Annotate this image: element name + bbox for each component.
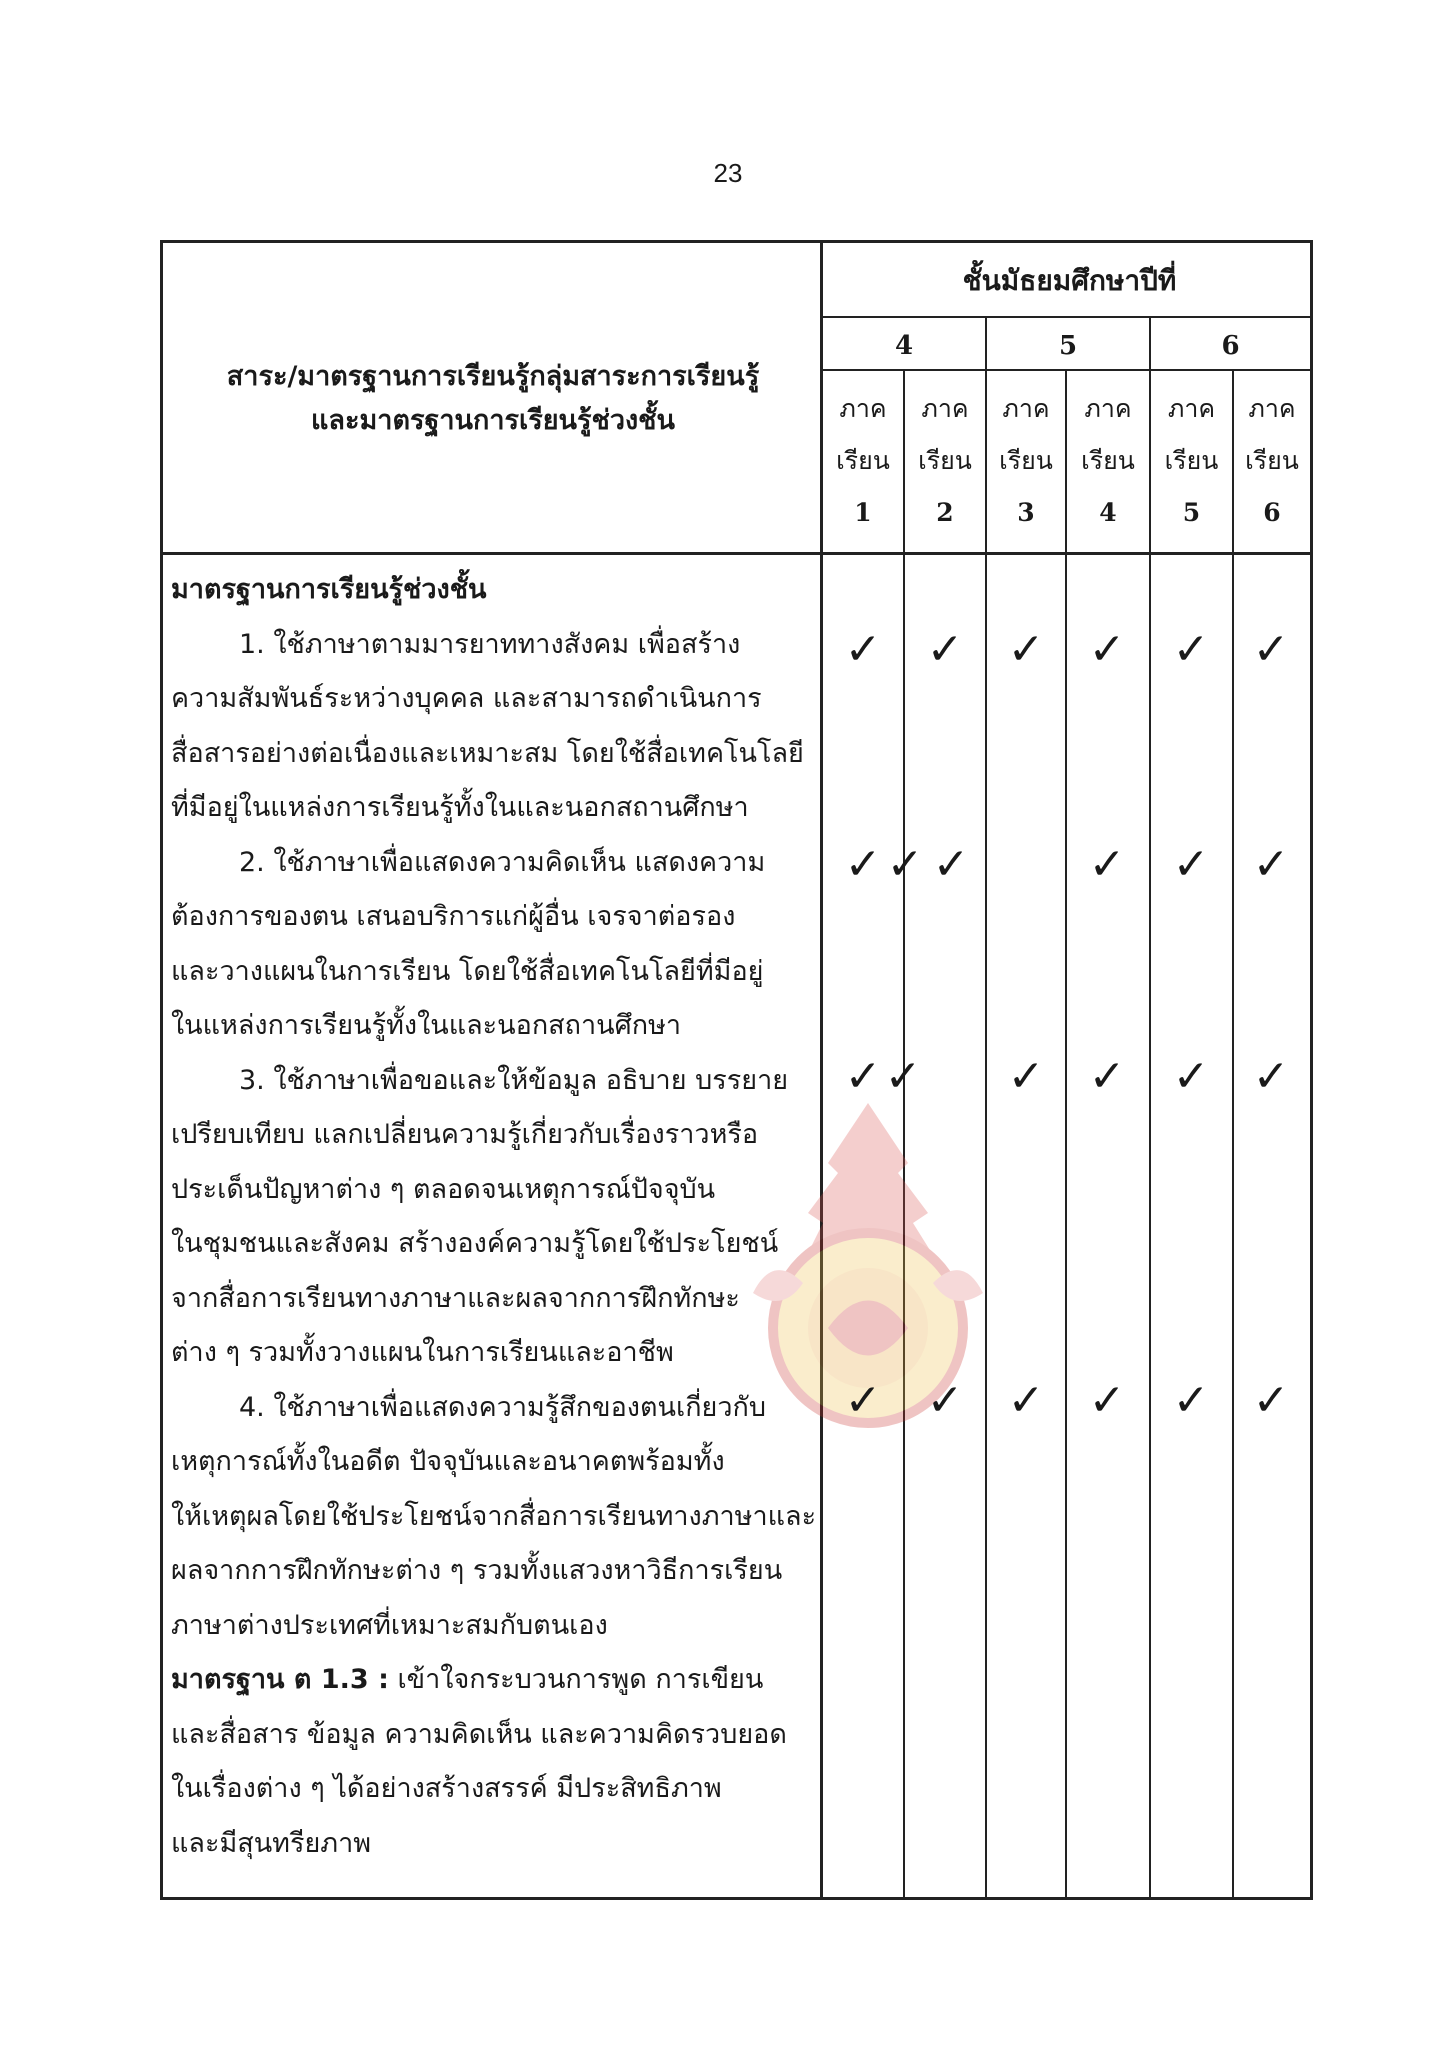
item-3-line: จากสื่อการเรียนทางภาษาและผลจากการฝึกทักษะ — [171, 1282, 740, 1314]
check-mark-icon: ✓ — [1252, 1051, 1290, 1102]
item-4-line: ผลจากการฝึกทักษะต่าง ๆ รวมทั้งแสวงหาวิธีการเรียน — [171, 1555, 783, 1586]
check-mark-icon: ✓ — [1252, 624, 1290, 675]
term-number: 2 — [936, 498, 954, 527]
check-mark-icon: ✓ — [1088, 624, 1126, 675]
check-mark-icon: ✓ — [884, 1051, 922, 1102]
item-2-line: ในแหล่งการเรียนรู้ทั้งในและนอกสถานศึกษา — [171, 1010, 682, 1041]
table-header-title — [163, 243, 823, 555]
item-1-line: ที่มีอยู่ในแหล่งการเรียนรู้ทั้งในและนอกสถานศึกษา — [171, 792, 749, 823]
item-1-line: ความสัมพันธ์ระหว่างบุคคล และสามารถดำเนินการ — [171, 683, 762, 714]
item-1-line: 1. ใช้ภาษาตามมารยาททางสังคม เพื่อสร้าง — [239, 628, 741, 660]
item-3-line: 3. ใช้ภาษาเพื่อขอและให้ข้อมูล อธิบาย บรรยาย — [239, 1064, 789, 1096]
term-number: 3 — [1017, 498, 1035, 527]
check-mark-icon: ✓ — [844, 624, 882, 675]
term-number: 4 — [1099, 498, 1117, 527]
item-3-line: เปรียบเทียบ แลกเปลี่ยนความรู้เกี่ยวกับเรื่องราวหรือ — [171, 1119, 759, 1150]
term-label: ภาค — [921, 394, 969, 423]
item-2-line: ต้องการของตน เสนอบริการแก่ผู้อื่น เจรจาต่อรอง — [171, 901, 736, 932]
item-1-line: สื่อสารอย่างต่อเนื่องและเหมาะสม โดยใช้สื่อเทคโนโลยี — [171, 737, 804, 769]
check-mark-icon: ✓ — [926, 624, 964, 675]
item-3-line: ประเด็นปัญหาต่าง ๆ ตลอดจนเหตุการณ์ปัจจุบัน — [171, 1173, 716, 1205]
item-2-line: 2. ใช้ภาษาเพื่อแสดงความคิดเห็น แสดงความ — [239, 846, 766, 878]
section-heading: มาตรฐานการเรียนรู้ช่วงชั้น — [171, 574, 487, 605]
curriculum-table — [160, 240, 1313, 1900]
check-mark-icon: ✓ — [1088, 839, 1126, 890]
term-label: เรียน — [918, 446, 972, 475]
term-number: 1 — [854, 498, 872, 527]
item-4-line: 4. ใช้ภาษาเพื่อแสดงความรู้สึกของตนเกี่ยวกับ — [239, 1391, 767, 1423]
standard-label: มาตรฐาน ต 1.3 : — [171, 1664, 389, 1695]
standard-line: และสื่อสาร ข้อมูล ความคิดเห็น และความคิดรวบยอด — [171, 1718, 787, 1750]
term-header-3 — [987, 373, 1065, 553]
term-label: ภาค — [1167, 394, 1216, 423]
term-label: เรียน — [836, 446, 890, 475]
check-mark-icon: ✓ — [1172, 1051, 1210, 1102]
standards-text — [171, 563, 816, 1871]
year-5-header: 5 — [1058, 331, 1078, 361]
check-mark-icon: ✓ — [1172, 839, 1210, 890]
page-number: 23 — [713, 158, 743, 188]
term-number: 5 — [1182, 498, 1201, 527]
term-label: ภาค — [1084, 394, 1132, 423]
year-6-header: 6 — [1221, 331, 1240, 361]
term-header-2 — [905, 373, 985, 553]
check-mark-icon: ✓ — [1007, 1375, 1045, 1426]
check-mark-icon: ✓ — [844, 1375, 882, 1426]
check-mark-icon: ✓ — [1252, 839, 1290, 890]
term-label: เรียน — [999, 446, 1053, 475]
item-4-line: ให้เหตุผลโดยใช้ประโยชน์จากสื่อการเรียนทางภาษาและ — [171, 1500, 817, 1532]
check-mark-icon: ✓ — [1088, 1051, 1126, 1102]
item-4-line: เหตุการณ์ทั้งในอดีต ปัจจุบันและอนาคตพร้อมทั้ง — [171, 1446, 725, 1477]
term-label: ภาค — [839, 394, 887, 423]
item-4-line: ภาษาต่างประเทศที่เหมาะสมกับตนเอง — [171, 1609, 608, 1641]
term-header-6 — [1234, 373, 1310, 553]
standard-text: เข้าใจกระบวนการพูด การเขียน — [388, 1664, 764, 1695]
item-3-line: ต่าง ๆ รวมทั้งวางแผนในการเรียนและอาชีพ — [171, 1337, 674, 1368]
year-4-header: 4 — [894, 331, 914, 361]
term-header-4 — [1067, 373, 1149, 553]
standard-line: และมีสุนทรียภาพ — [171, 1827, 372, 1859]
term-label: ภาค — [1002, 394, 1050, 423]
term-label: เรียน — [1081, 446, 1135, 475]
standard-line: ในเรื่องต่าง ๆ ได้อย่างสร้างสรรค์ มีประสิทธิภาพ — [171, 1773, 722, 1804]
term-header-1 — [823, 373, 903, 553]
check-mark-icon: ✓ — [932, 839, 970, 890]
grade-level-header: ชั้นมัธยมศึกษาปีที่ — [962, 264, 1177, 297]
term-header-5 — [1151, 373, 1232, 553]
check-mark-icon: ✓ — [844, 839, 882, 890]
check-mark-icon: ✓ — [1172, 624, 1210, 675]
item-3-line: ในชุมชนและสังคม สร้างองค์ความรู้โดยใช้ประโยชน์ — [171, 1228, 779, 1259]
check-mark-icon: ✓ — [1172, 1375, 1210, 1426]
item-2-line: และวางแผนในการเรียน โดยใช้สื่อเทคโนโลยีที่มีอยู่ — [171, 955, 764, 987]
check-mark-icon: ✓ — [1252, 1375, 1290, 1426]
header-title-line-1: สาระ/มาตรฐานการเรียนรู้กลุ่มสาระการเรียนรู้ — [226, 361, 760, 392]
standard-line — [171, 1653, 816, 1708]
term-label: เรียน — [1164, 446, 1219, 475]
check-mark-icon: ✓ — [1088, 1375, 1126, 1426]
check-mark-icon: ✓ — [886, 839, 924, 890]
check-mark-icon: ✓ — [1007, 1051, 1045, 1102]
term-number: 6 — [1263, 498, 1281, 527]
term-label: ภาค — [1248, 394, 1296, 423]
check-mark-icon: ✓ — [926, 1375, 964, 1426]
check-mark-icon: ✓ — [844, 1051, 882, 1102]
header-title-line-2: และมาตรฐานการเรียนรู้ช่วงชั้น — [311, 405, 675, 436]
term-label: เรียน — [1245, 446, 1299, 475]
check-mark-icon: ✓ — [1007, 624, 1045, 675]
